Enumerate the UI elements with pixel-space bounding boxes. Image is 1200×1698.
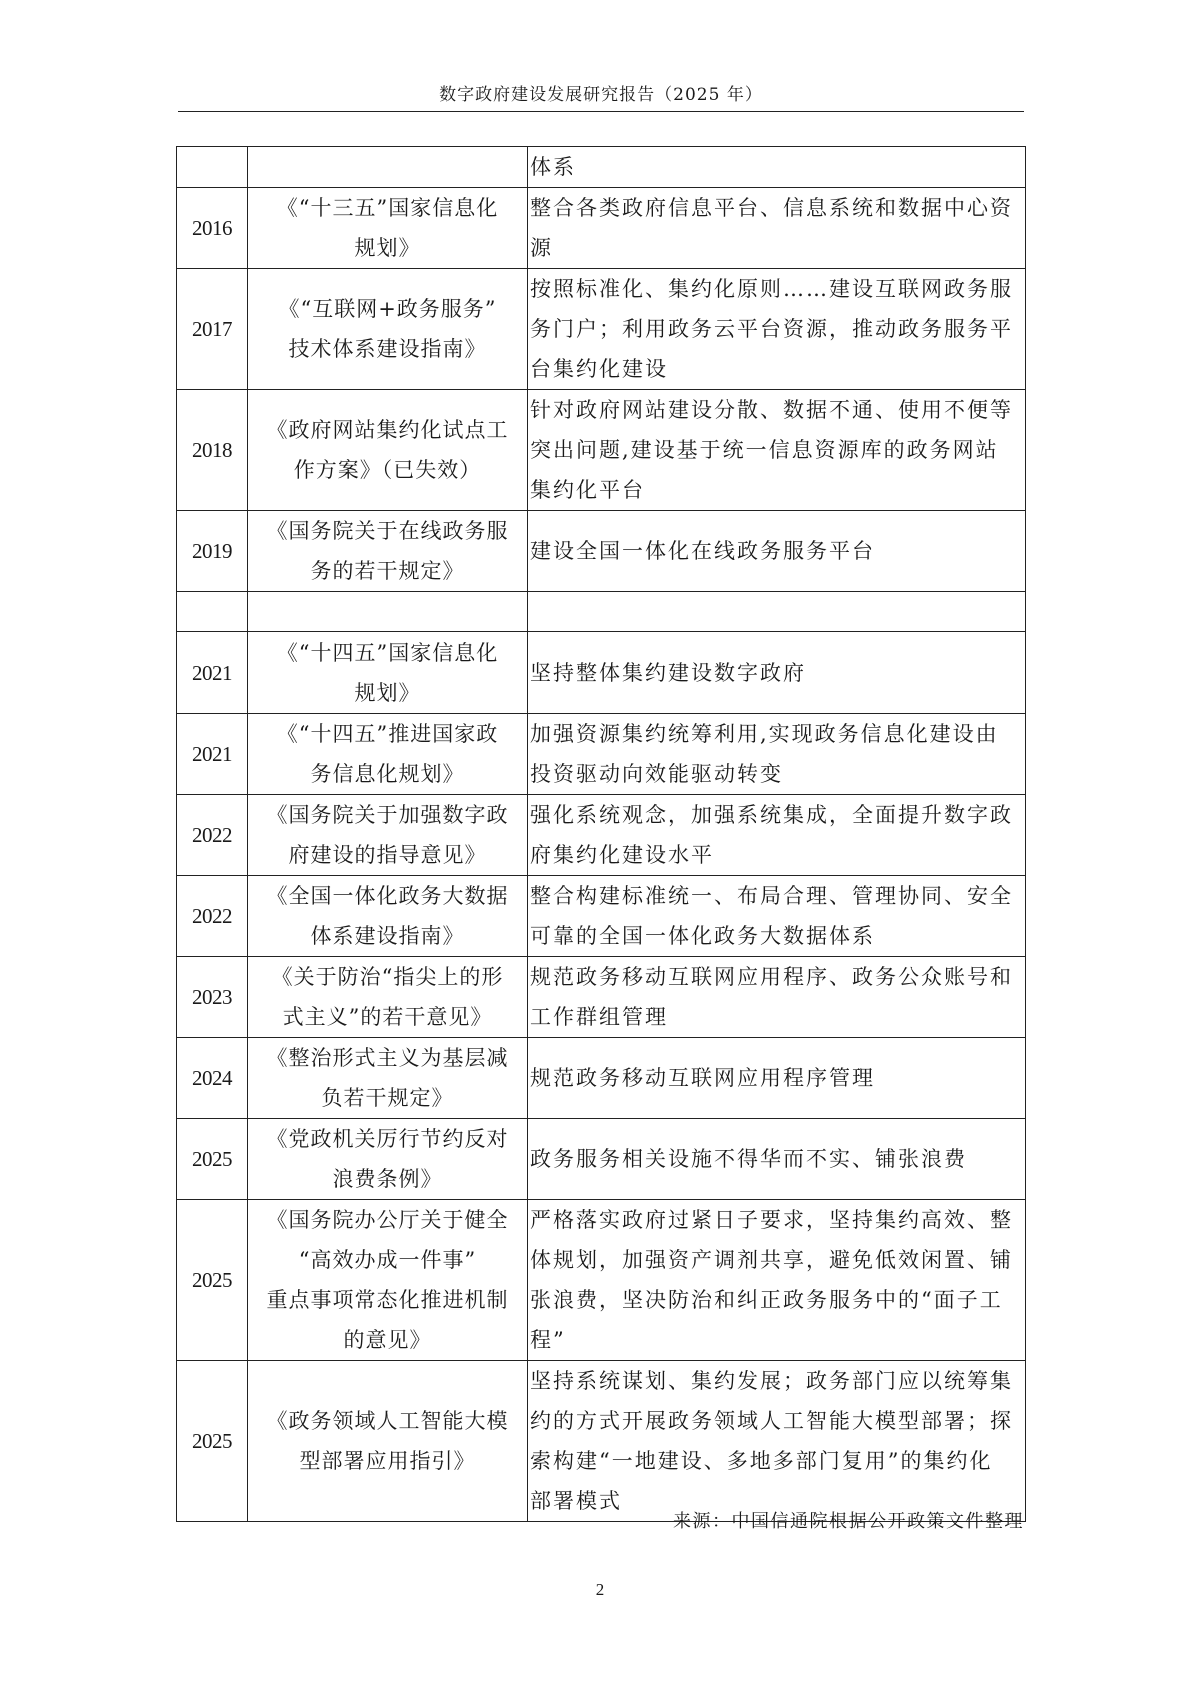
document-cell <box>248 1361 528 1522</box>
year-cell: 2023 <box>177 957 248 1038</box>
description-line: 张浪费，坚决防治和纠正政务服务中的“面子工 <box>530 1288 1003 1312</box>
year-cell: 2021 <box>177 714 248 795</box>
document-cell <box>248 876 528 957</box>
description-line: 约的方式开展政务领域人工智能大模型部署；探 <box>530 1409 1013 1433</box>
document-title-line: 《“互联网+政务服务” <box>278 297 497 321</box>
page-number: 2 <box>595 1580 605 1599</box>
description-line: 整合各类政府信息平台、信息系统和数据中心资 <box>530 196 1013 220</box>
table-row <box>177 390 1026 511</box>
year-cell <box>177 592 248 632</box>
description-line: 集约化平台 <box>530 478 645 502</box>
document-title-line: 的意见》 <box>343 1328 432 1352</box>
description-cell <box>528 1038 1026 1119</box>
table-row <box>177 957 1026 1038</box>
policy-table-body <box>177 147 1026 1522</box>
table-row <box>177 1200 1026 1361</box>
document-title-line: 《“十四五”国家信息化 <box>276 640 499 665</box>
running-header-title: 数字政府建设发展研究报告（2025 年） <box>439 85 763 105</box>
document-title-line: 务信息化规划》 <box>310 762 465 786</box>
document-cell <box>248 592 528 632</box>
year-cell: 2022 <box>177 795 248 876</box>
document-title-line: 型部署应用指引》 <box>299 1449 476 1473</box>
table-row <box>177 269 1026 390</box>
document-title-line: 《关于防治“指尖上的形 <box>271 965 504 989</box>
table-row <box>177 1038 1026 1119</box>
description-cell <box>528 1361 1026 1522</box>
source-note: 来源：中国信通院根据公开政策文件整理 <box>673 1511 1024 1532</box>
year-cell <box>177 147 248 188</box>
description-cell <box>528 957 1026 1038</box>
table-row <box>177 795 1026 876</box>
document-cell <box>248 390 528 511</box>
document-title-line: 技术体系建设指南》 <box>288 337 487 361</box>
description-line: 程” <box>530 1328 566 1352</box>
document-cell <box>248 632 528 714</box>
document-title-line: 式主义”的若干意见》 <box>282 1005 493 1029</box>
table-row <box>177 592 1026 632</box>
document-cell <box>248 1038 528 1119</box>
description-cell <box>528 147 1026 188</box>
description-cell <box>528 269 1026 390</box>
document-title-line: 府建设的指导意见》 <box>288 843 487 867</box>
description-cell <box>528 511 1026 592</box>
document-cell <box>248 511 528 592</box>
table-row <box>177 714 1026 795</box>
table-row <box>177 1361 1026 1522</box>
description-line: 按照标准化、集约化原则……建设互联网政务服 <box>530 277 1013 301</box>
document-cell <box>248 269 528 390</box>
description-line: 体系 <box>530 155 576 179</box>
description-line: 整合构建标准统一、布局合理、管理协同、安全 <box>530 884 1013 908</box>
description-line: 索构建“一地建设、多地多部门复用”的集约化 <box>530 1449 993 1473</box>
document-title-line: 体系建设指南》 <box>310 924 465 948</box>
document-title-line: 规划》 <box>354 680 421 705</box>
header-divider <box>178 111 1024 112</box>
table-row <box>177 188 1026 269</box>
document-cell <box>248 795 528 876</box>
document-title-line: 《党政机关厉行节约反对 <box>266 1127 509 1151</box>
document-cell <box>248 147 528 188</box>
table-row <box>177 511 1026 592</box>
description-line: 务门户；利用政务云平台资源，推动政务服务平 <box>530 317 1013 341</box>
year-cell: 2018 <box>177 390 248 511</box>
document-title-line: 规划》 <box>354 236 421 260</box>
document-title-line: 重点事项常态化推进机制 <box>266 1288 509 1312</box>
description-line: 严格落实政府过紧日子要求，坚持集约高效、整 <box>530 1208 1013 1232</box>
description-cell <box>528 390 1026 511</box>
document-title-line: 《“十三五”国家信息化 <box>276 196 499 220</box>
year-cell: 2025 <box>177 1119 248 1200</box>
document-title-line: 务的若干规定》 <box>310 559 465 583</box>
description-line: 强化系统观念，加强系统集成，全面提升数字政 <box>530 803 1013 827</box>
year-cell: 2019 <box>177 511 248 592</box>
year-cell: 2021 <box>177 632 248 714</box>
description-cell <box>528 188 1026 269</box>
document-title-line: 浪费条例》 <box>332 1167 443 1191</box>
description-cell <box>528 795 1026 876</box>
description-cell <box>528 1119 1026 1200</box>
description-cell <box>528 714 1026 795</box>
description-line: 针对政府网站建设分散、数据不通、使用不便等 <box>530 398 1013 422</box>
table-row <box>177 1119 1026 1200</box>
year-cell: 2025 <box>177 1361 248 1522</box>
description-line: 源 <box>530 236 553 260</box>
description-line: 府集约化建设水平 <box>530 843 714 867</box>
year-cell: 2025 <box>177 1200 248 1361</box>
document-title-line: 《整治形式主义为基层减 <box>266 1046 509 1070</box>
document-cell <box>248 188 528 269</box>
description-cell <box>528 632 1026 714</box>
description-line: 可靠的全国一体化政务大数据体系 <box>530 924 875 948</box>
document-title-line: 《政务领域人工智能大模 <box>266 1409 509 1433</box>
document-title-line: 《国务院关于在线政务服 <box>266 519 509 543</box>
description-line: 加强资源集约统筹利用,实现政务信息化建设由 <box>530 722 999 746</box>
description-cell <box>528 592 1026 632</box>
description-line: 投资驱动向效能驱动转变 <box>530 762 783 786</box>
document-cell <box>248 1200 528 1361</box>
description-cell <box>528 876 1026 957</box>
document-title-line: 负若干规定》 <box>321 1086 454 1110</box>
description-line: 建设全国一体化在线政务服务平台 <box>530 539 875 563</box>
table-row <box>177 147 1026 188</box>
document-cell <box>248 957 528 1038</box>
description-line: 突出问题,建设基于统一信息资源库的政务网站 <box>530 438 999 462</box>
document-title-line: “高效办成一件事” <box>298 1248 477 1272</box>
description-line: 坚持系统谋划、集约发展；政务部门应以统筹集 <box>530 1369 1013 1393</box>
year-cell: 2024 <box>177 1038 248 1119</box>
description-line: 坚持整体集约建设数字政府 <box>530 660 806 685</box>
description-line: 工作群组管理 <box>530 1005 668 1029</box>
policy-table <box>176 146 1026 1522</box>
description-cell <box>528 1200 1026 1361</box>
table-row <box>177 632 1026 714</box>
table-row <box>177 876 1026 957</box>
year-cell: 2016 <box>177 188 248 269</box>
description-line: 规范政务移动互联网应用程序管理 <box>530 1066 875 1090</box>
description-line: 体规划，加强资产调剂共享，避免低效闲置、铺 <box>530 1248 1013 1272</box>
description-line: 政务服务相关设施不得华而不实、铺张浪费 <box>530 1147 967 1171</box>
document-title-line: 《“十四五”推进国家政 <box>276 722 499 746</box>
document-title-line: 《政府网站集约化试点工 <box>266 418 509 442</box>
document-title-line: 《国务院关于加强数字政 <box>266 803 509 827</box>
document-title-line: 《全国一体化政务大数据 <box>266 884 509 908</box>
description-line: 台集约化建设 <box>530 357 668 381</box>
document-cell <box>248 714 528 795</box>
description-line: 部署模式 <box>530 1489 622 1513</box>
document-title-line: 《国务院办公厅关于健全 <box>266 1208 509 1232</box>
year-cell: 2022 <box>177 876 248 957</box>
description-line: 规范政务移动互联网应用程序、政务公众账号和 <box>530 965 1013 989</box>
document-cell <box>248 1119 528 1200</box>
document-title-line: 作方案》（已失效） <box>293 458 482 482</box>
year-cell: 2017 <box>177 269 248 390</box>
